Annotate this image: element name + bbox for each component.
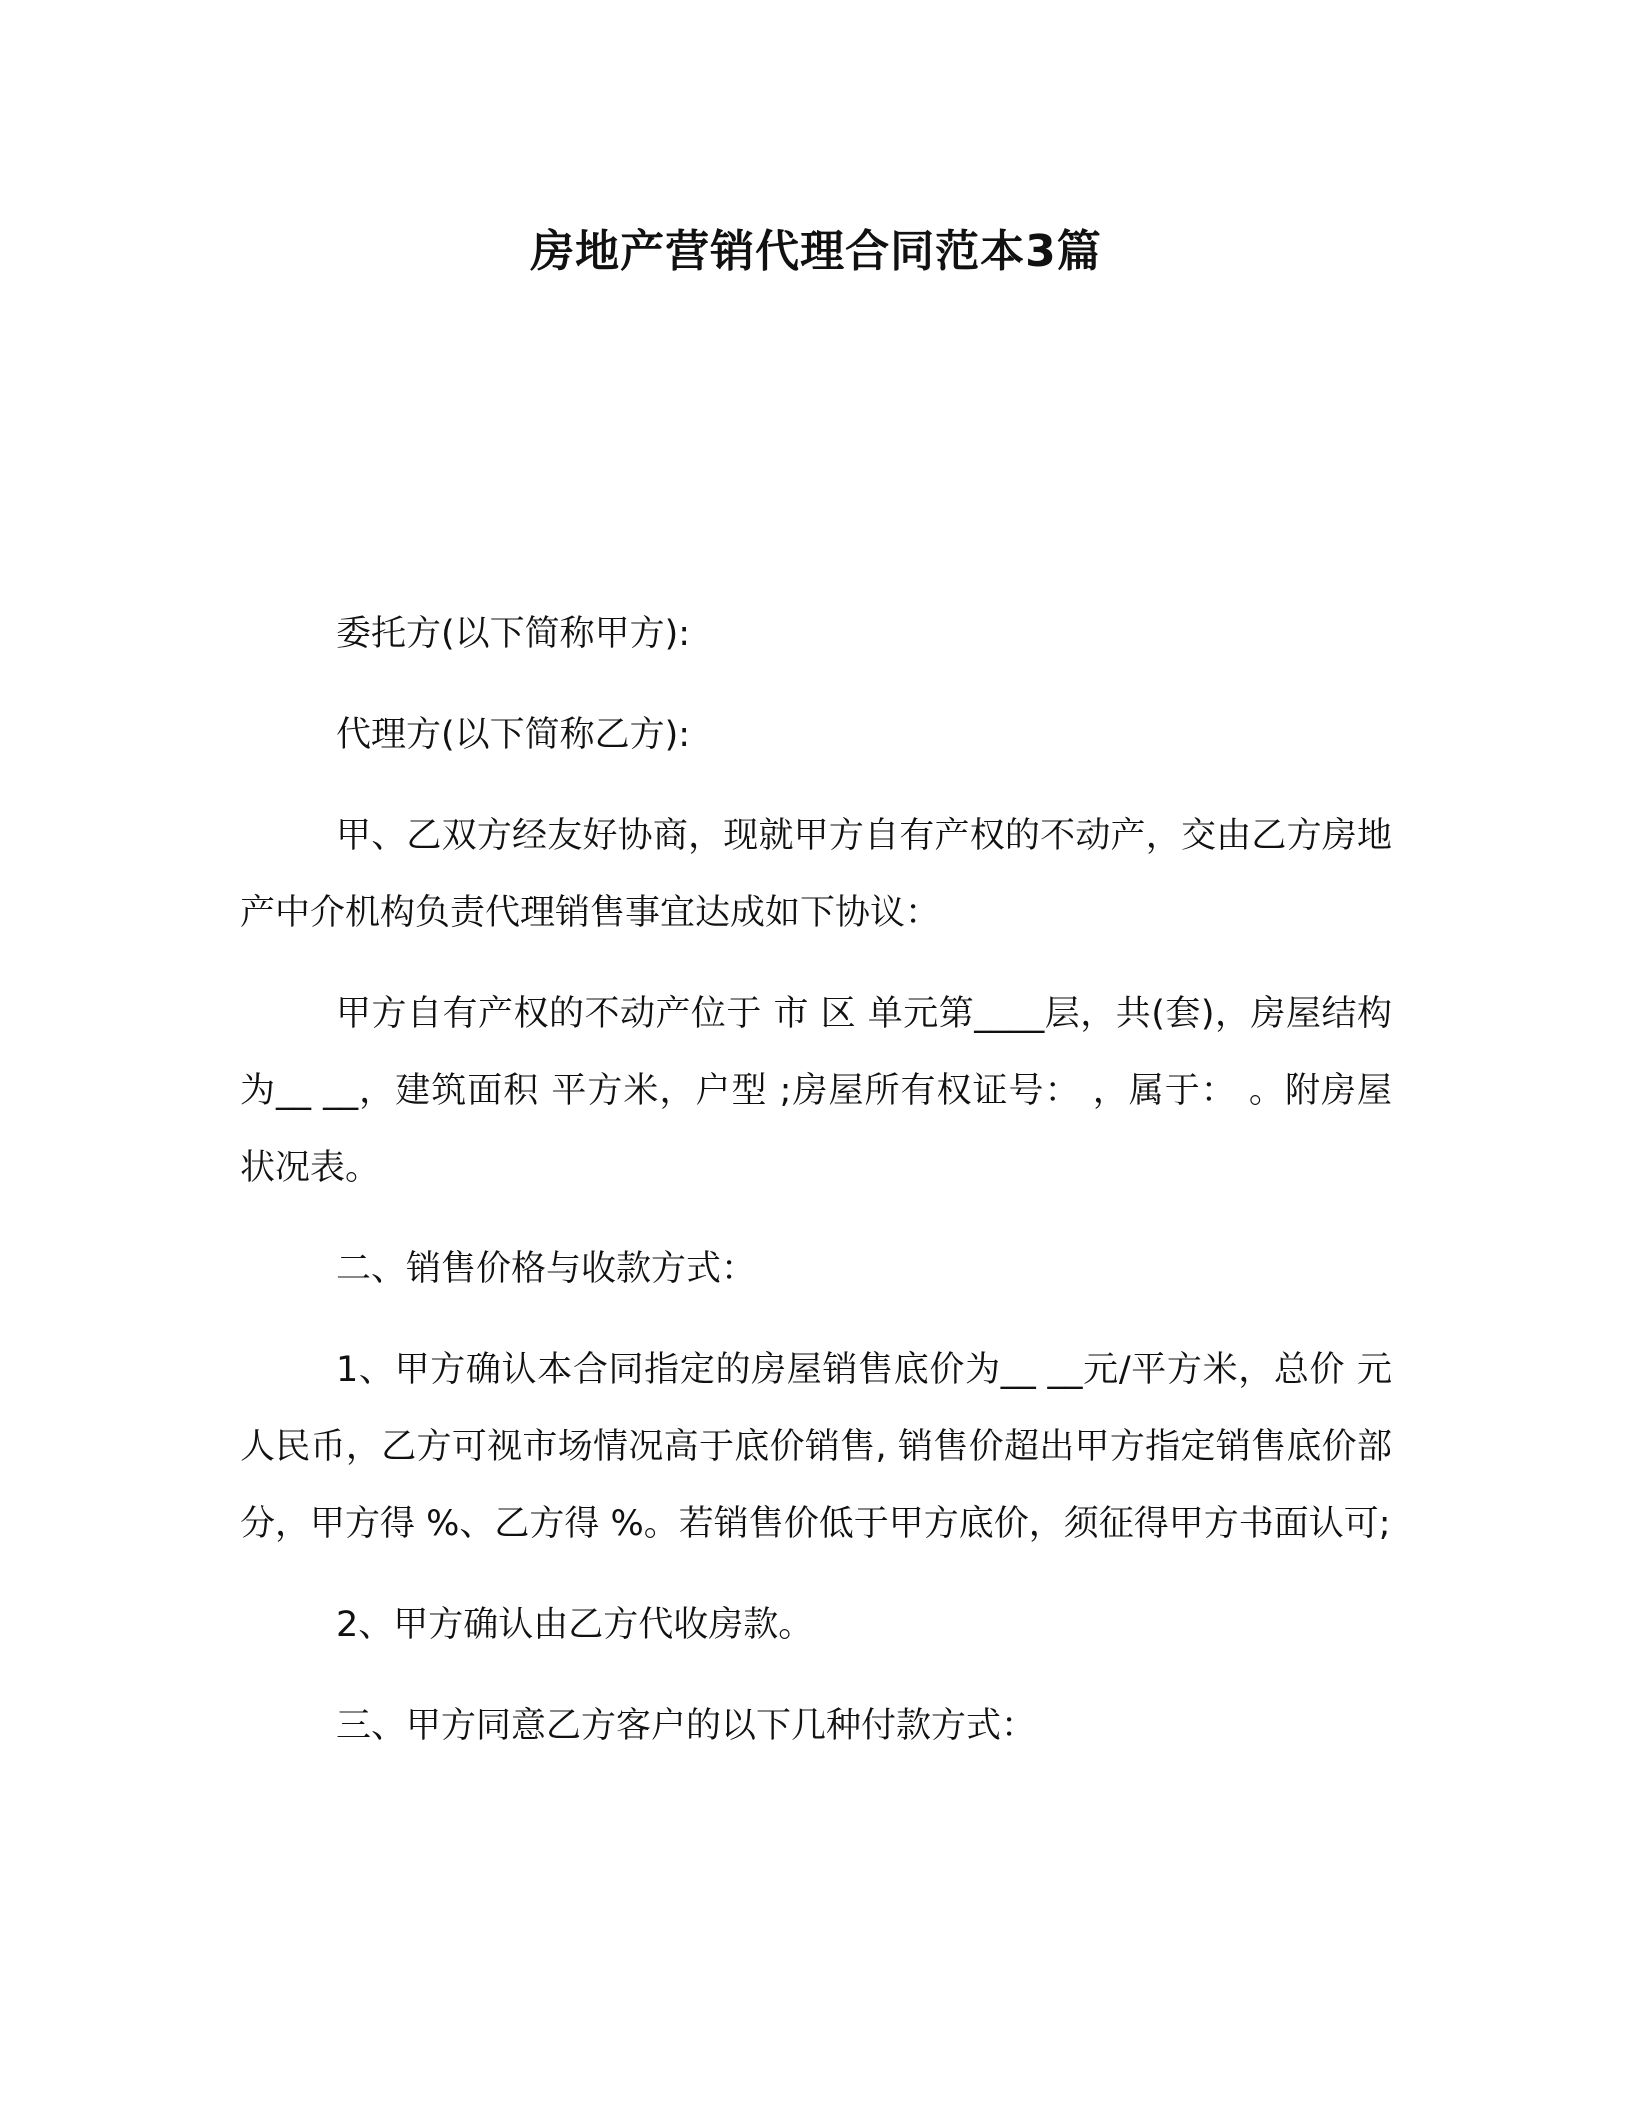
document-title: 房地产营销代理合同范本3篇 [530,226,1102,277]
paragraph-agent: 代理方(以下简称乙方): [336,715,691,755]
paragraph-price-clause-2: 2、甲方确认由乙方代收房款。 [336,1605,814,1645]
paragraph-agreement: 甲、乙双方经友好协商，现就甲方自有产权的不动产，交由乙方房地产中介机构负责代理销售事宜达成如下协议： [240,816,1392,933]
paragraph-client: 委托方(以下简称甲方): [336,614,691,654]
document-body [240,596,1392,1789]
section-heading-price: 二、销售价格与收款方式： [336,1249,757,1289]
paragraph-property: 甲方自有产权的不动产位于 市 区 单元第____层，共(套)，房屋结构为__ __，建筑面积 平方米，户型 ;房屋所有权证号： ，属于： 。附房屋状况表。 [240,994,1392,1188]
paragraph-price-clause-1: 1、甲方确认本合同指定的房屋销售底价为__ __元/平方米，总价 元人民币，乙方可视市场情况高于底价销售, 销售价超出甲方指定销售底价部分，甲方得 %、乙方得 %。若销售价低于甲方底价，须征得甲方书面认可; [240,1350,1392,1544]
section-heading-payment: 三、甲方同意乙方客户的以下几种付款方式： [336,1706,1037,1746]
